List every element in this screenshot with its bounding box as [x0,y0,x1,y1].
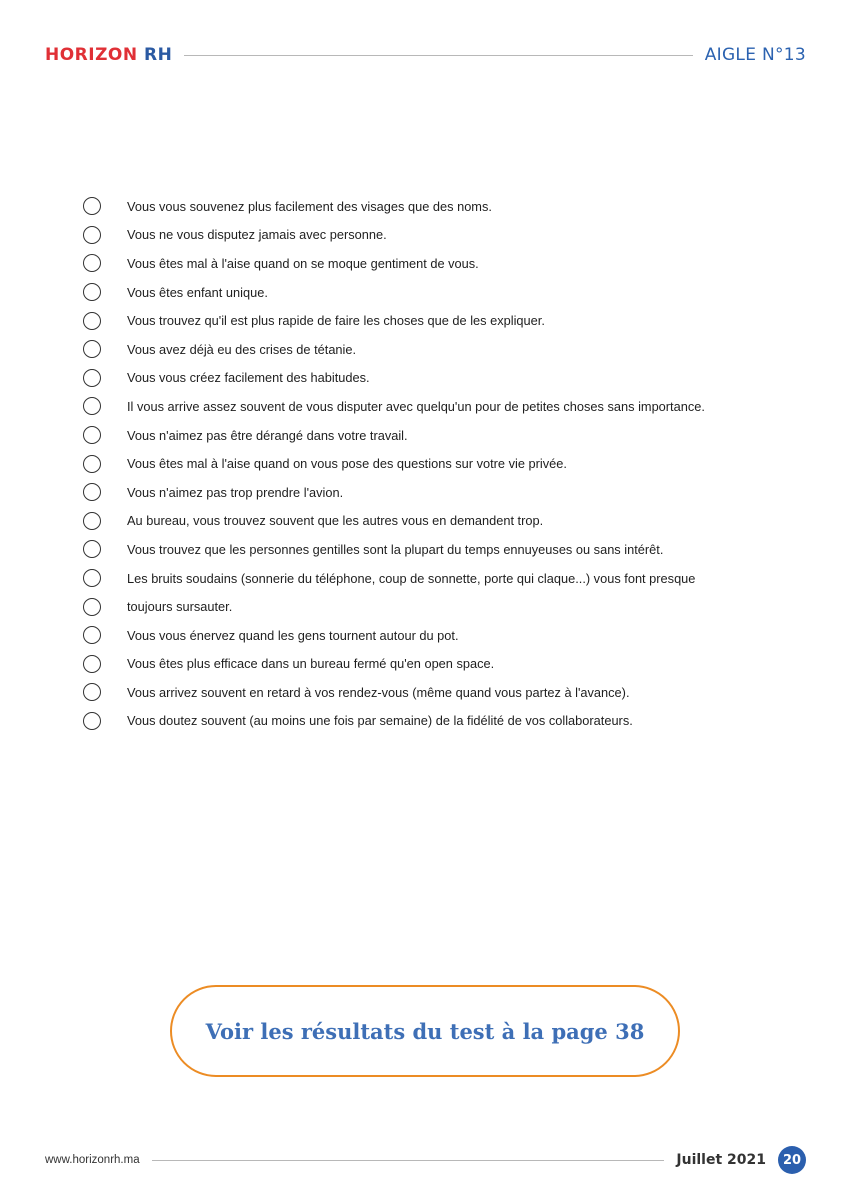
question-text: Vous êtes mal à l'aise quand on se moque gentiment de vous. [127,255,479,271]
question-radio[interactable] [83,283,101,301]
questionnaire-list [83,192,783,735]
question-item [83,249,783,278]
question-text: Les bruits soudains (sonnerie du téléphone, coup de sonnette, porte qui claque...) vous font presque [127,570,696,586]
question-radio[interactable] [83,540,101,558]
question-radio[interactable] [83,254,101,272]
question-text: Vous doutez souvent (au moins une fois par semaine) de la fidélité de vos collaborateurs. [127,713,633,729]
question-text: Vous vous créez facilement des habitudes. [127,370,370,386]
question-text: Vous trouvez que les personnes gentilles sont la plupart du temps ennuyeuses ou sans intérêt. [127,541,664,557]
question-item [83,707,783,736]
question-radio[interactable] [83,655,101,673]
question-text: Vous ne vous disputez jamais avec personne. [127,227,387,243]
question-radio[interactable] [83,312,101,330]
question-radio[interactable] [83,197,101,215]
page-number-badge: 20 [778,1146,806,1174]
question-radio[interactable] [83,569,101,587]
results-link-button[interactable] [170,985,680,1077]
issue-date: Juillet 2021 [676,1152,766,1168]
issue-label: AIGLE N°13 [704,45,806,65]
question-item [83,364,783,393]
question-text: Vous vous souvenez plus facilement des visages que des noms. [127,198,492,214]
brand-logo [45,45,172,65]
brand-name-part1: HORIZON [45,45,138,65]
page-header [45,42,806,68]
question-text: Vous êtes plus efficace dans un bureau fermé qu'en open space. [127,656,495,672]
question-item [83,192,783,221]
question-text: Vous êtes enfant unique. [127,284,268,300]
question-item [83,592,783,621]
question-item [83,478,783,507]
page-footer [45,1146,806,1174]
question-item [83,221,783,250]
question-item [83,621,783,650]
question-text: Vous vous énervez quand les gens tournent autour du pot. [127,627,459,643]
brand-name-part2: RH [144,45,173,65]
question-radio[interactable] [83,512,101,530]
question-radio[interactable] [83,426,101,444]
question-radio[interactable] [83,369,101,387]
question-text: Vous n'aimez pas être dérangé dans votre travail. [127,427,408,443]
question-text: Au bureau, vous trouvez souvent que les autres vous en demandent trop. [127,513,544,529]
question-text: Vous trouvez qu'il est plus rapide de faire les choses que de les expliquer. [127,313,545,329]
question-radio[interactable] [83,683,101,701]
website-link[interactable]: www.horizonrh.ma [45,1154,140,1166]
question-item [83,535,783,564]
question-radio[interactable] [83,626,101,644]
question-radio[interactable] [83,397,101,415]
question-text: Vous arrivez souvent en retard à vos rendez-vous (même quand vous partez à l'avance). [127,684,630,700]
question-radio[interactable] [83,226,101,244]
question-radio[interactable] [83,340,101,358]
question-text: Vous êtes mal à l'aise quand on vous pose des questions sur votre vie privée. [127,456,567,472]
question-text: Il vous arrive assez souvent de vous disputer avec quelqu'un pour de petites choses sans importance. [127,398,705,414]
question-radio[interactable] [83,598,101,616]
question-radio[interactable] [83,483,101,501]
footer-divider [152,1160,665,1161]
question-item [83,650,783,679]
header-divider [184,55,692,56]
results-link-label: Voir les résultats du test à la page 38 [205,1018,645,1044]
question-radio[interactable] [83,455,101,473]
question-item [83,564,783,593]
question-text: Vous avez déjà eu des crises de tétanie. [127,341,357,357]
question-item [83,507,783,536]
question-item [83,306,783,335]
question-text: Vous n'aimez pas trop prendre l'avion. [127,484,344,500]
question-text: toujours sursauter. [127,599,233,615]
question-item [83,392,783,421]
question-item [83,449,783,478]
question-item [83,335,783,364]
question-item [83,421,783,450]
question-item [83,678,783,707]
question-radio[interactable] [83,712,101,730]
question-item [83,278,783,307]
